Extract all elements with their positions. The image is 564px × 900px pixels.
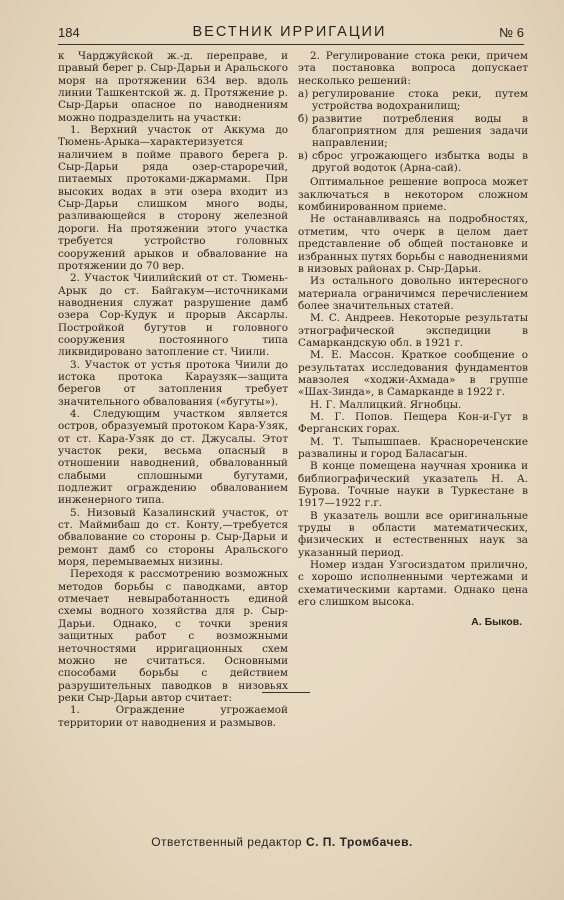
paragraph: Номер издан Узгосиздатом прилично, с хорошо исполненными чертежами и схематическими картами. Однако цена его слишком высока. (298, 559, 528, 609)
bibliography-list (298, 312, 528, 460)
editor-name: С. П. Тромбачев. (305, 835, 413, 849)
list-item (298, 88, 528, 113)
paragraph: 1. Верхний участок от Аккума до Тюмень-Арыка—характеризуется наличием в пойме правого берега р. Сыр-Дарьи ряда озер-староречий, питаемых протоками-джармами. При высоких водах в эти озера входит из Сыр-Дарьи слишком много воды, разливающейся в сторону железной дороги. На протяжении этого участка требуется устройство головных сооружений арыков и обвалование на протяжении до 70 вер. (58, 124, 288, 272)
list-item-text: регулирование стока реки, путем устройства водохранилищ; (312, 88, 528, 113)
left-column (58, 50, 288, 729)
bibliography-entry: М. Г. Попов. Пещера Кон-и-Гут в Ферганских горах. (298, 410, 528, 436)
editor-line (0, 835, 564, 849)
paragraph: 2. Участок Чиилийский от ст. Тюмень-Арык до ст. Байгакум—источниками наводнения служат разрушение дамб озера Сор-Кудук и прорыв Аксарлы. Постройкой бугутов и головного сооружения постоянного типа ликвидировано затопление ст. Чиили. (58, 272, 288, 359)
bibliography-entry: М. Е. Массон. Краткое сообщение о результатах исследования фундаментов мавзолея «ходжи-Ахмада» в группе «Шах-Зинда», в Самарканде в 1922 г. (298, 349, 528, 399)
bibliography-entry: Н. Г. Маллицкий. Ягнобцы. (310, 398, 462, 411)
list-item-text: сброс угрожающего избытка воды в другой водоток (Арна-сай). (312, 149, 528, 175)
page-header (58, 22, 524, 42)
paragraph: Из остального довольно интересного материала ограничимся перечислением более значительных статей. (298, 275, 528, 312)
bibliography-entry: М. Т. Тыпышпаев. Краснореченские развалины и город Баласагын. (298, 435, 528, 460)
paragraph: 4. Следующим участком является остров, образуемый протоком Кара-Узяк, от ст. Кара-Узяк до ст. Джусалы. Этот участок реки, весьма опасный в отношении наводнений, обвалованный слабыми сплошными бугутами, подлежит ограждению обвалованием инженерного типа. (58, 407, 288, 507)
list-marker: в) (298, 149, 308, 162)
list-item-text: развитие потребления воды в благоприятном для решения задачи направлении; (312, 112, 528, 150)
page-number: 184 (58, 24, 80, 40)
paragraph: Не останавливаясь на подробностях, отметим, что очерк в целом дает представление об общей постановке и избранных путях борьбы с наводнениями в низовых районах р. Сыр-Дарьи. (298, 213, 528, 275)
list-item (298, 113, 528, 150)
list-marker: б) (298, 112, 309, 125)
issue-number: № 6 (499, 24, 524, 40)
paragraph: В конце помещена научная хроника и библиографический указатель Н. А. Бурова. Точные науки в Туркестане в 1917—1922 г.г. (298, 460, 528, 510)
author-signature: А. Быков. (471, 616, 522, 629)
right-column (298, 50, 528, 629)
journal-title: ВЕСТНИК ИРРИГАЦИИ (192, 24, 387, 40)
list-marker: а) (298, 88, 309, 101)
paragraph: 5. Низовый Казалинский участок, от ст. Маймибаш до ст. Конту,—требуется обвалование со стороны р. Сыр-Дарьи и ремонт дамб со стороны Аральского моря, перемываемых низины. (58, 506, 288, 569)
paragraph: 1. Ограждение угрожаемой территории от наводнения и размывов. (58, 704, 288, 729)
header-rule (58, 44, 524, 45)
section-divider (262, 692, 310, 693)
paragraph: Оптимальное решение вопроса может заключаться в некотором сложном комбинированном приеме. (298, 176, 528, 214)
paragraph: В указатель вошли все оригинальные труды в области математических, физических и естественных наук за указанный период. (298, 509, 528, 559)
paragraph: к Чарджуйской ж.-д. переправе, и правый берег р. Сыр-Дарьи и Аральского моря на протяжении 634 вер. вдоль линии Ташкентской ж. д. Протяжение р. Сыр-Дарьи опасное по наводнениям можно подразделить на участки: (58, 50, 288, 124)
editor-label: Ответственный редактор (151, 835, 306, 849)
paragraph: 2. Регулирование стока реки, причем эта постановка вопроса допускает несколько решений: (298, 50, 528, 87)
paragraph: Переходя к рассмотрению возможных методов борьбы с паводками, автор отмечает невыработанность единой схемы водного хозяйства для р. Сыр-Дарьи. Однако, с точки зрения защитных работ с возможными неточностями ирригационных схем можно не считаться. Основными способами борьбы с действием разрушительных паводков в низовьях реки Сыр-Дарьи автор считает: (58, 568, 288, 704)
options-list (298, 88, 528, 174)
list-item (298, 150, 528, 175)
paragraph: 3. Участок от устья протока Чиили до истока протока Караузяк—защита берегов от затопления требует значительного обвалования («бугуты»). (58, 358, 288, 408)
bibliography-entry: М. С. Андреев. Некоторые результаты этнографической экспедиции в Самаркандскую обл. в 1921 г. (298, 312, 528, 349)
